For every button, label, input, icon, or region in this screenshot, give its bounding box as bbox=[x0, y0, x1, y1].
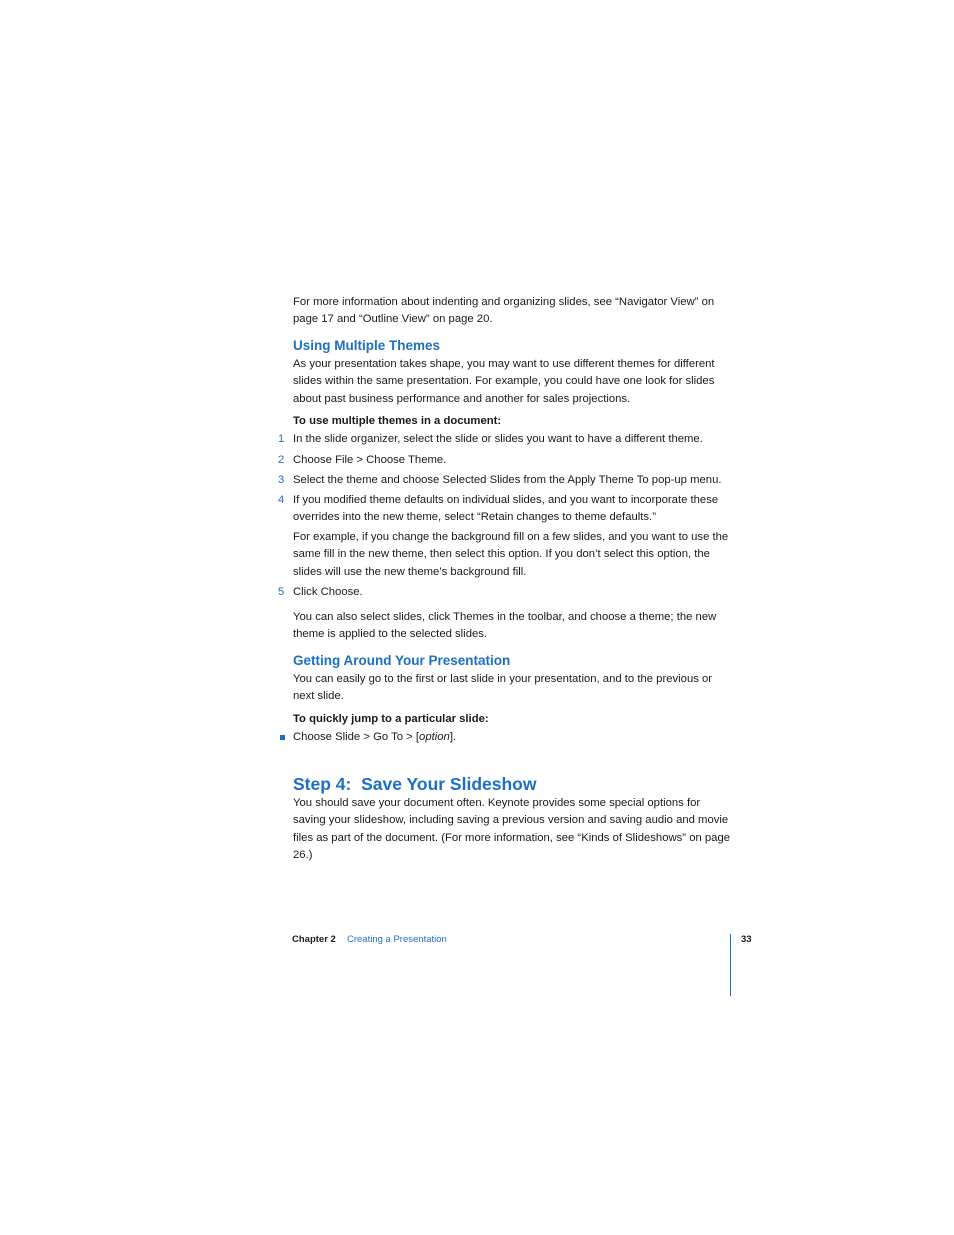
bullet-icon bbox=[280, 735, 285, 740]
step-text: Choose File > Choose Theme. bbox=[293, 454, 447, 466]
step-number: 2 bbox=[278, 454, 285, 466]
step-text: In the slide organizer, select the slide or slides you want to have a different theme. bbox=[293, 433, 703, 445]
step-number: 4 bbox=[278, 494, 285, 506]
footer-chapter: Chapter 2 bbox=[292, 934, 336, 945]
step-number: 5 bbox=[278, 586, 285, 598]
bullet-text bbox=[293, 729, 733, 746]
section-body-getting-around: You can easily go to the first or last slide in your presentation, and to the previous or next slide. bbox=[293, 673, 713, 703]
step-number: 1 bbox=[278, 433, 285, 445]
step4-body: You should save your document often. Keynote provides some special options for saving your slideshow, including saving a previous version and saving audio and movie files as part of the document. (For more information, see “Kinds of Slideshows” on page 26.) bbox=[293, 797, 731, 862]
step-text: If you modified theme defaults on individual slides, and you want to incorporate these overrides into the new theme, select “Retain changes to theme defaults.” bbox=[293, 494, 719, 524]
step4-heading-title: Save Your Slideshow bbox=[361, 774, 537, 794]
intro-paragraph: For more information about indenting and organizing slides, see “Navigator View” on page 17 and “Outline View” on page 20. bbox=[293, 296, 715, 326]
footer-divider bbox=[730, 934, 731, 996]
step4-heading-lead: Step 4: bbox=[293, 774, 352, 794]
section-heading-multiple-themes: Using Multiple Themes bbox=[293, 338, 441, 353]
bullet-text-option: option bbox=[419, 731, 450, 743]
bullet-text-prefix: Choose Slide > Go To > [ bbox=[293, 731, 420, 743]
footer-page-number: 33 bbox=[741, 934, 752, 945]
step4-heading bbox=[293, 774, 536, 795]
section-heading-getting-around: Getting Around Your Presentation bbox=[293, 653, 511, 668]
step-text: Click Choose. bbox=[293, 586, 363, 598]
footer-chapter-title: Creating a Presentation bbox=[347, 934, 447, 945]
task-heading-jump-slide: To quickly jump to a particular slide: bbox=[293, 713, 489, 725]
step-text: Select the theme and choose Selected Slides from the Apply Theme To pop-up menu. bbox=[293, 474, 722, 486]
after-steps-paragraph: You can also select slides, click Themes in the toolbar, and choose a theme; the new theme is applied to the selected slides. bbox=[293, 611, 717, 641]
task-heading-multiple-themes: To use multiple themes in a document: bbox=[293, 415, 502, 427]
bullet-text-suffix: ]. bbox=[449, 731, 457, 743]
step-number: 3 bbox=[278, 474, 285, 486]
step-note: For example, if you change the background fill on a few slides, and you want to use the same fill in the new theme, then select this option. If you don’t select this option, the slides will use the new theme’s background fill. bbox=[293, 531, 729, 578]
section-body-multiple-themes: As your presentation takes shape, you may want to use different themes for different slides within the same presentation. For example, you could have one look for slides about past business performance and another for sales projections. bbox=[293, 358, 715, 405]
